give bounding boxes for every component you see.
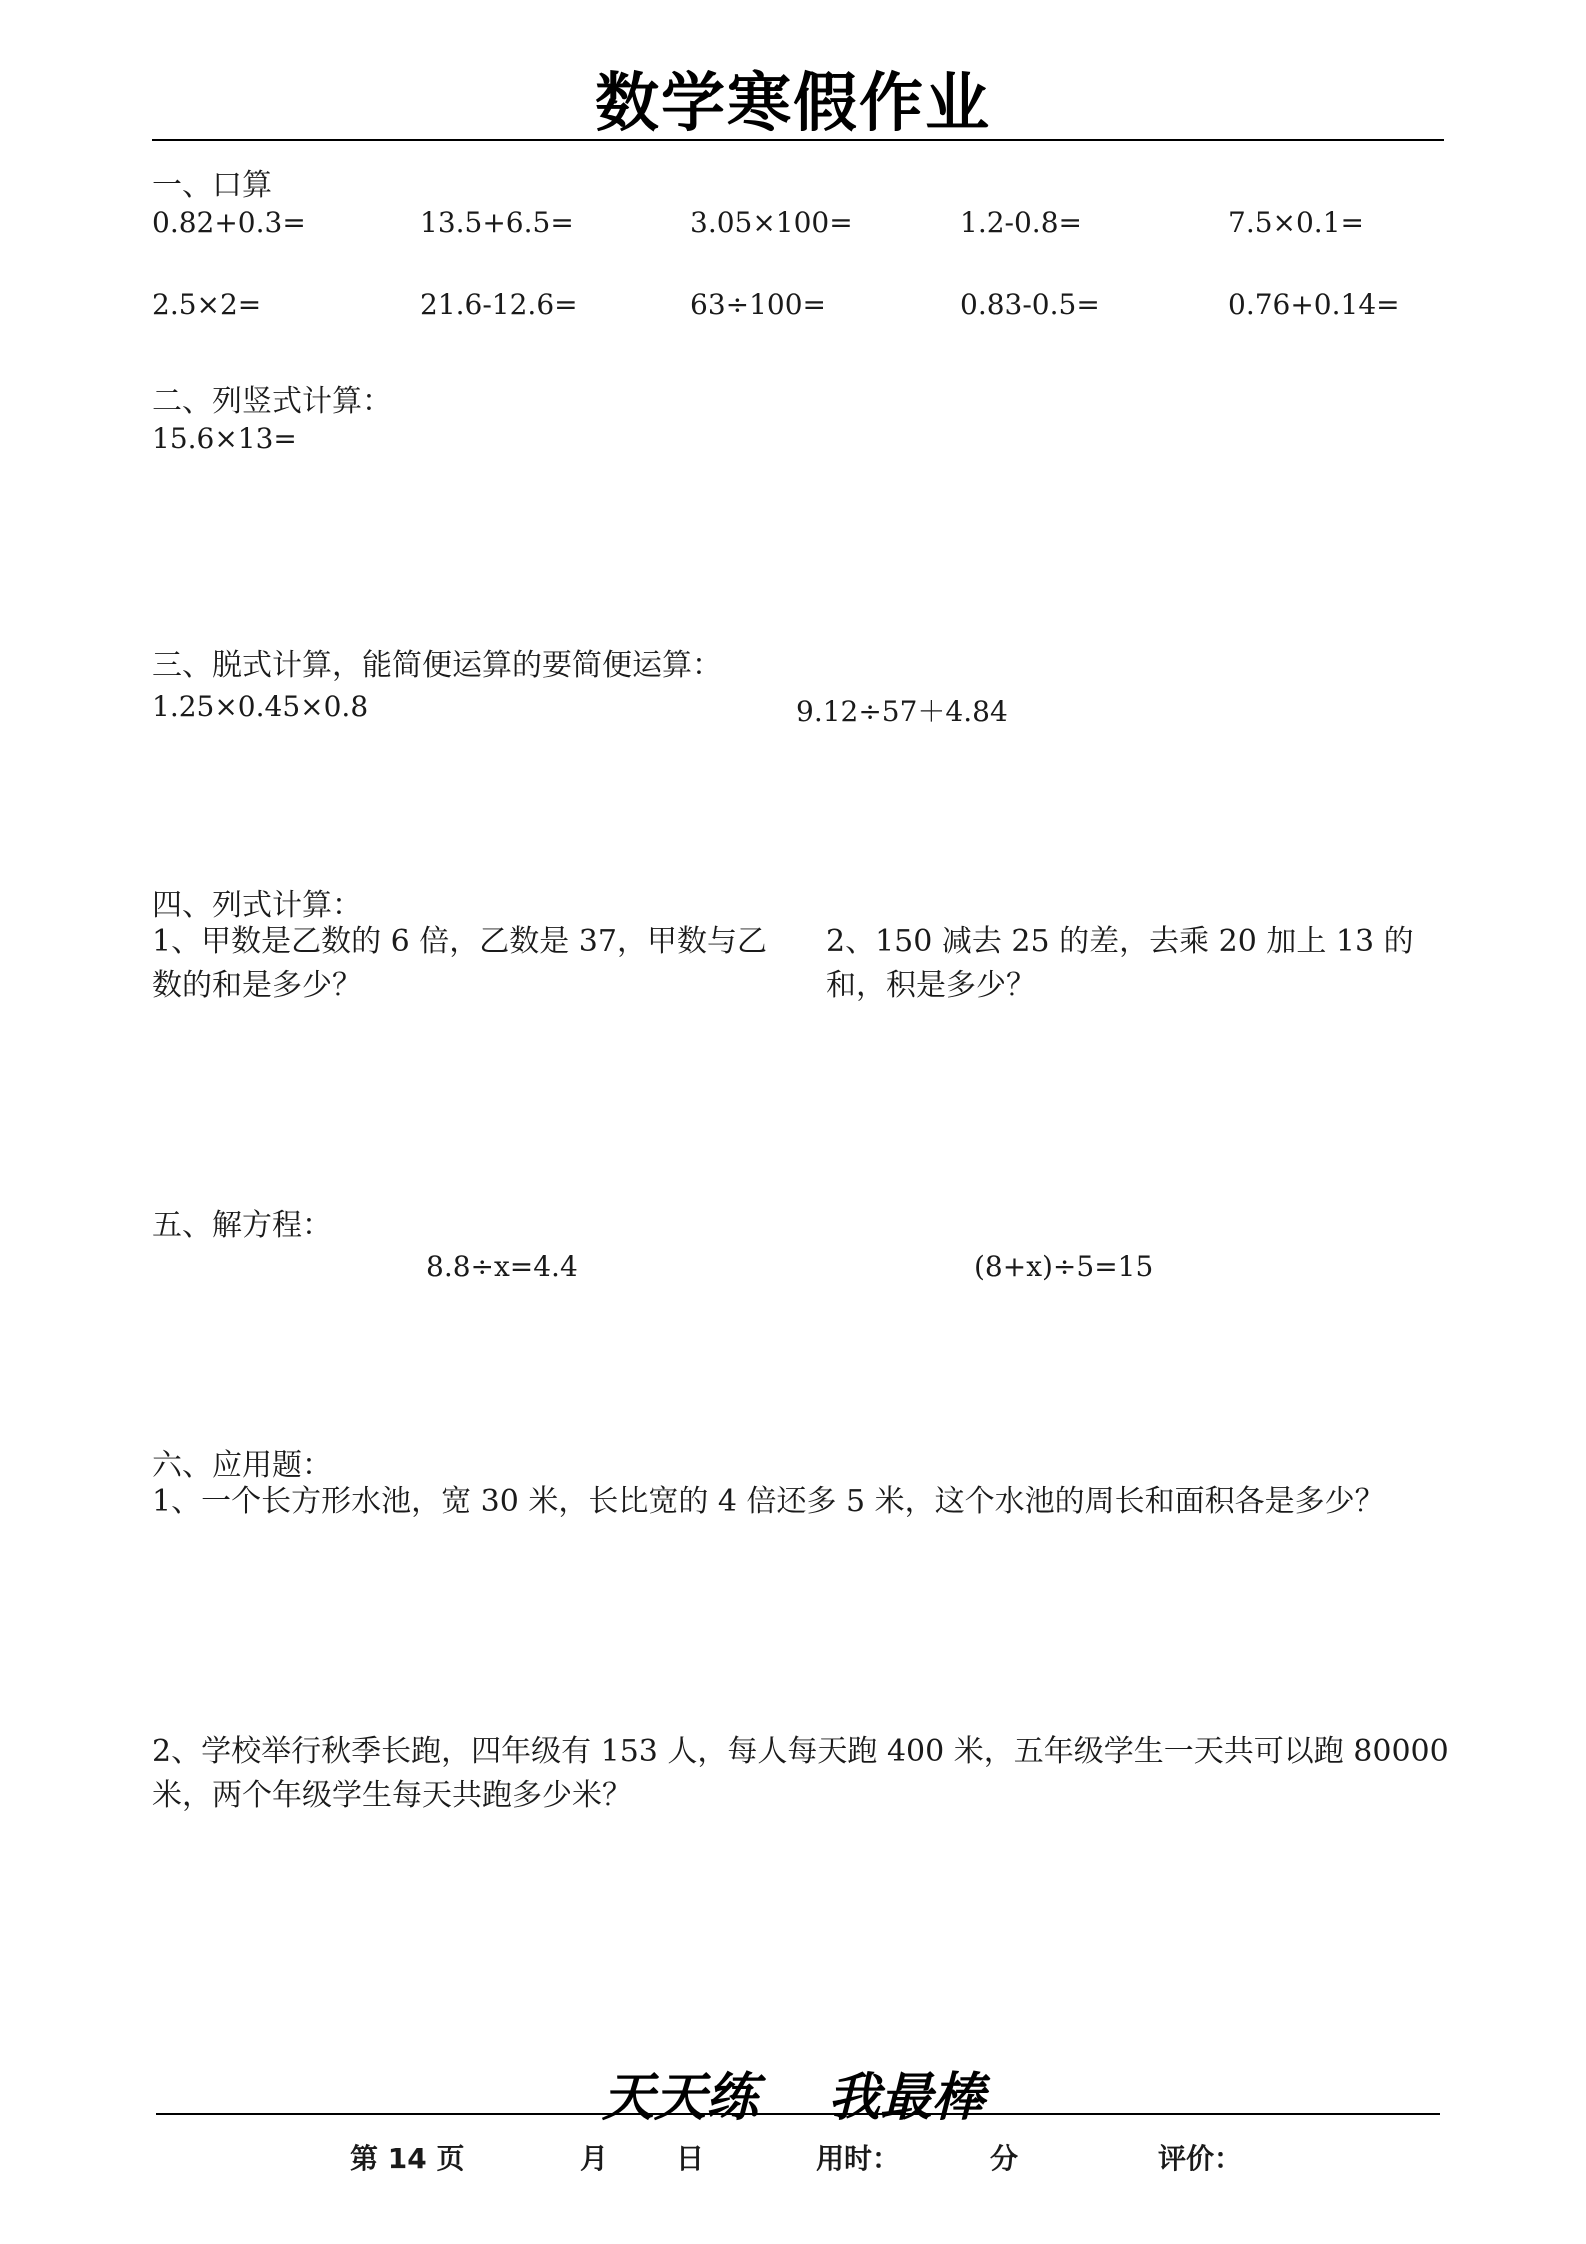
page-number: 第 14 页 [350, 2142, 465, 2175]
page-title: 数学寒假作业 [595, 67, 991, 141]
footer-divider [156, 2113, 1440, 2115]
step-calc-problem: 1.25×0.45×0.8 [152, 690, 369, 723]
application-problem-2: 2、学校举行秋季长跑，四年级有 153 人，每人每天跑 400 米，五年级学生一天共可以跑 80000 米，两个年级学生每天共跑多少米？ [152, 1734, 1449, 1813]
section-3-heading: 三、脱式计算，能简便运算的要简便运算： [152, 648, 722, 683]
section-5-heading: 五、解方程： [152, 1208, 332, 1243]
equation-problem: 8.8÷x=4.4 [426, 1250, 578, 1283]
word-calc-problem-1: 1、甲数是乙数的 6 倍，乙数是 37，甲数与乙数的和是多少？ [152, 924, 767, 1003]
oral-calc-item: 3.05×100= [690, 206, 853, 239]
application-problem-1: 1、一个长方形水池，宽 30 米，长比宽的 4 倍还多 5 米，这个水池的周长和面积各是多少？ [152, 1484, 1385, 1519]
oral-calc-item: 21.6-12.6= [420, 288, 578, 321]
oral-calc-item: 7.5×0.1= [1228, 206, 1364, 239]
time-label: 用时： [816, 2142, 901, 2175]
oral-calc-item: 2.5×2= [152, 288, 262, 321]
section-4-heading: 四、列式计算： [152, 888, 362, 923]
oral-calc-item: 13.5+6.5= [420, 206, 574, 239]
month-label: 月 [580, 2142, 609, 2175]
minutes-label: 分 [990, 2142, 1019, 2175]
step-calc-problem: 9.12÷57＋4.84 [796, 695, 1008, 728]
section-1-heading: 一、口算 [152, 168, 272, 203]
section-6-heading: 六、应用题： [152, 1448, 332, 1483]
day-label: 日 [676, 2142, 705, 2175]
oral-calc-item: 1.2-0.8= [960, 206, 1082, 239]
motto-left: 天天练 [601, 2067, 758, 2128]
oral-calc-item: 0.76+0.14= [1228, 288, 1400, 321]
title-divider [152, 139, 1444, 141]
equation-problem: (8+x)÷5=15 [974, 1250, 1154, 1283]
motto-right: 我最棒 [828, 2067, 985, 2128]
oral-calc-item: 0.82+0.3= [152, 206, 306, 239]
motto [0, 2055, 1586, 2130]
oral-calc-item: 63÷100= [690, 288, 826, 321]
section-2-heading: 二、列竖式计算： [152, 384, 392, 419]
word-calc-problem-2: 2、150 减去 25 的差，去乘 20 加上 13 的和，积是多少？ [826, 924, 1414, 1003]
oral-calc-item: 0.83-0.5= [960, 288, 1100, 321]
vertical-calc-problem: 15.6×13= [152, 422, 297, 455]
evaluation-label: 评价： [1158, 2142, 1243, 2175]
